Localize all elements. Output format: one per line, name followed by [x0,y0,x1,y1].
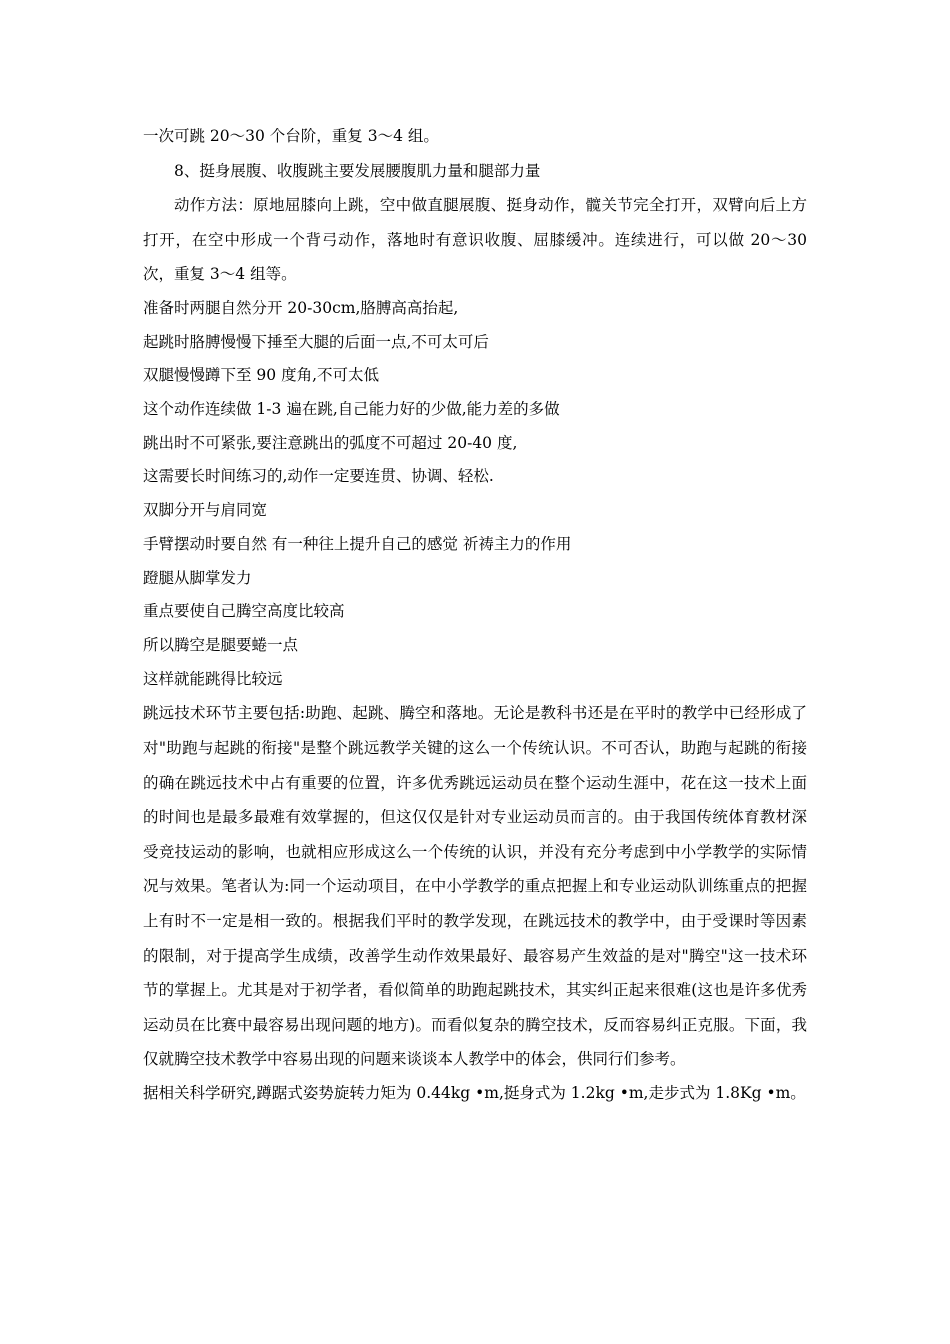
tip-line: 双脚分开与肩同宽 [143,501,268,520]
tip-line: 准备时两腿自然分开 20-30cm,胳膊高高抬起, [143,298,459,317]
tip-line: 手臂摆动时要自然 有一种往上提升自己的感觉 祈祷主力的作用 [143,534,572,553]
tip-line: 蹬腿从脚掌发力 [143,568,252,587]
tip-line: 这个动作连续做 1-3 遍在跳,自己能力好的少做,能力差的多做 [143,400,560,419]
tip-line: 重点要使自己腾空高度比较高 [143,602,345,621]
tip-line: 这需要长时间练习的,动作一定要连贯、协调、轻松. [143,467,494,486]
tip-line: 所以腾空是腿要蜷一点 [143,636,299,654]
document-body [143,119,807,1111]
tip-line: 这样就能跳得比较远 [143,669,283,688]
paragraph-research-note: 据相关科学研究,蹲踞式姿势旋转力矩为 0.44kg •m,挺身式为 1.2kg •m,走步式为 1.8Kg •m。 [143,1083,806,1102]
tip-line: 跳出时不可紧张,要注意跳出的弧度不可超过 20-40 度, [143,433,518,452]
tip-line: 双腿慢慢蹲下至 90 度角,不可太低 [143,366,380,385]
paragraph-step-count: 一次可跳 20～30 个台阶，重复 3～4 组。 [143,127,439,145]
paragraph-long-jump-technique: 跳远技术环节主要包括:助跑、起跳、腾空和落地。无论是教科书还是在平时的教学中已经形成了对"助跑与起跳的衔接"是整个跳远教学关键的这么一个传统认识。不可否认，助跑与起跳的衔接的确在跳远技术中占有重要的位置，许多优秀跳远运动员在整个运动生涯中，花在这一技术上面的时间也是最多最难有效掌握的，但这仅仅是针对专业运动员而言的。由于我国传统体育教材深受竞技运动的影响，也就相应形成这么一个传统的认识，并没有充分考虑到中小学教学的实际情况与效果。笔者认为:同一个运动项目，在中小学教学的重点把握上和专业运动队训练重点的把握上有时不一定是相一致的。根据我们平时的教学发现，在跳远技术的教学中，由于受课时等因素的限制，对于提高学生成绩，改善学生动作效果最好、最容易产生效益的是对"腾空"这一技术环节的掌握上。尤其是对于初学者，看似简单的助跑起跳技术，其实纠正起来很难(这也是许多优秀运动员在比赛中最容易出现问题的地方)。而看似复杂的腾空技术，反而容易纠正克服。下面，我仅就腾空技术教学中容易出现的问题来谈谈本人教学中的体会，供同行们参考。 [143,704,807,1069]
section-heading-8: 8、挺身展腹、收腹跳主要发展腰腹肌力量和腿部力量 [174,161,541,180]
tip-line: 起跳时胳膊慢慢下捶至大腿的后面一点,不可太可后 [143,332,489,351]
paragraph-method: 动作方法：原地屈膝向上跳，空中做直腿展腹、挺身动作，髋关节完全打开，双臂向后上方打开，在空中形成一个背弓动作，落地时有意识收腹、屈膝缓冲。连续进行，可以做 20～30 次，重复 3～4 组等。 [143,196,807,284]
